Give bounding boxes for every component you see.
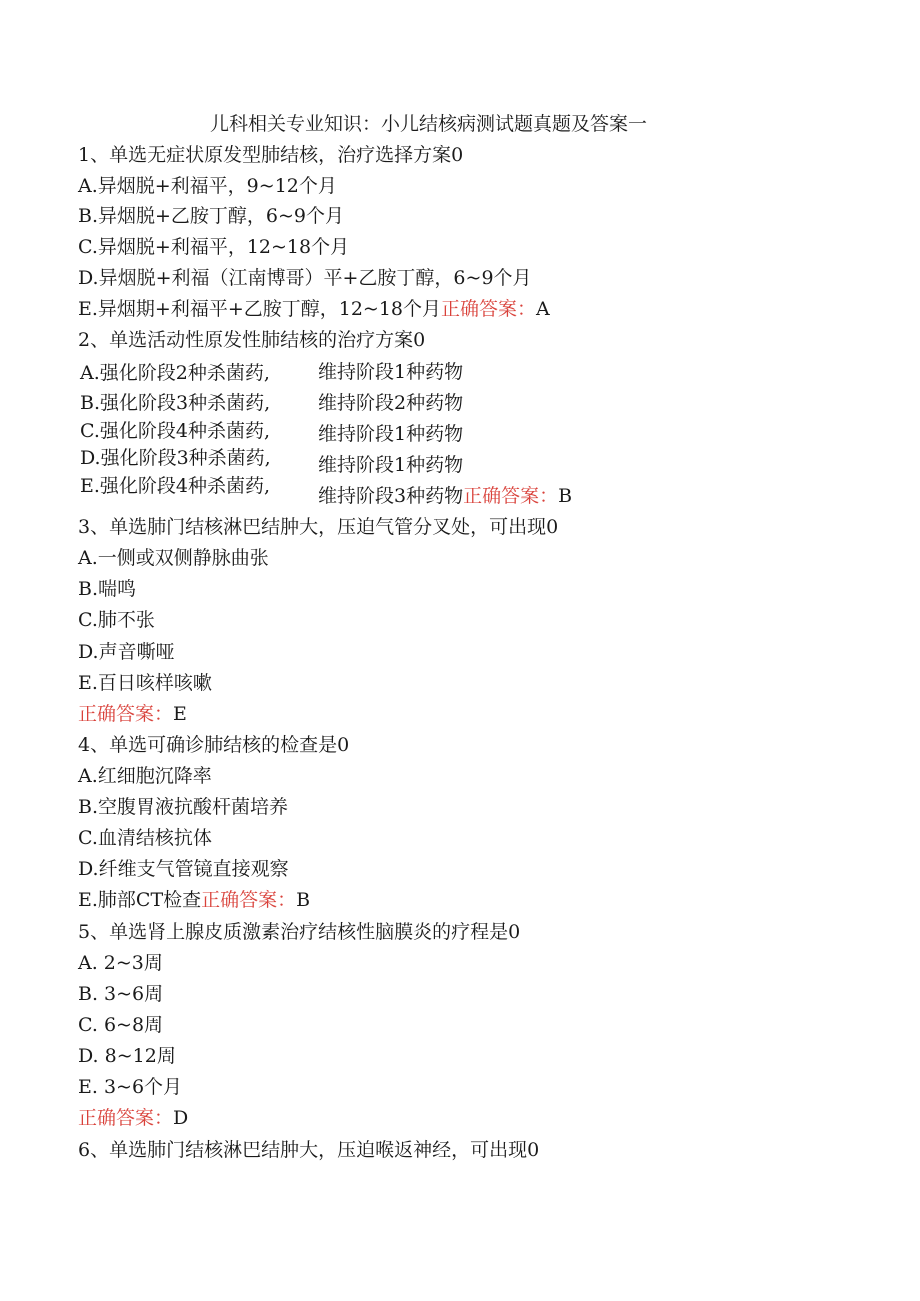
page-title: 儿科相关专业知识：小儿结核病测试题真题及答案一 xyxy=(210,113,648,135)
question-3-option-a: A.一侧或双侧静脉曲张 xyxy=(78,547,269,569)
question-4-option-a: A.红细胞沉降率 xyxy=(78,765,212,787)
question-2-option-c-right: 维持阶段1种药物 xyxy=(318,423,464,445)
answer-value: E xyxy=(173,703,187,725)
question-2-option-b-right: 维持阶段2种药物 xyxy=(318,392,464,414)
question-2-option-d-right: 维持阶段1种药物 xyxy=(318,454,464,476)
question-1-option-c: C.异烟脱+利福平，12~18个月 xyxy=(78,236,350,258)
answer-label: 正确答案： xyxy=(463,485,559,507)
question-5-option-a: A. 2~3周 xyxy=(78,952,163,974)
question-4-stem: 4、单选可确诊肺结核的检查是0 xyxy=(78,734,350,756)
question-1-option-d: D.异烟脱+利福（江南博哥）平+乙胺丁醇，6~9个月 xyxy=(78,267,532,289)
question-5-stem: 5、单选肾上腺皮质激素治疗结核性脑膜炎的疗程是0 xyxy=(78,921,521,943)
answer-label: 正确答案： xyxy=(201,889,297,911)
question-1-option-a: A.异烟脱+利福平，9~12个月 xyxy=(78,175,337,197)
question-4-option-e xyxy=(78,888,310,912)
answer-value: B xyxy=(558,485,573,507)
question-4-option-c: C.血清结核抗体 xyxy=(78,827,212,849)
answer-value: D xyxy=(173,1107,189,1129)
question-3-option-d: D.声音嘶哑 xyxy=(78,641,175,663)
question-5-option-c: C. 6~8周 xyxy=(78,1014,164,1036)
question-6-stem: 6、单选肺门结核淋巴结肿大，压迫喉返神经，可出现0 xyxy=(78,1139,540,1161)
question-3-option-c: C.肺不张 xyxy=(78,609,155,631)
question-2-option-e-left: E.强化阶段4种杀菌药, xyxy=(80,475,271,497)
question-2-option-b-left: B.强化阶段3种杀菌药, xyxy=(80,392,271,414)
answer-label: 正确答案： xyxy=(78,703,174,725)
answer-value: B xyxy=(296,889,311,911)
option-text: 维持阶段3种药物 xyxy=(318,485,464,507)
question-1-option-b: B.异烟脱+乙胺丁醇，6~9个月 xyxy=(78,205,345,227)
question-2-option-c-left: C.强化阶段4种杀菌药, xyxy=(80,420,271,442)
question-2-option-e-right xyxy=(318,484,572,508)
question-5-answer xyxy=(78,1106,188,1130)
option-text: E.肺部CT检查 xyxy=(78,889,202,911)
question-2-option-d-left: D.强化阶段3种杀菌药, xyxy=(80,447,271,469)
question-5-option-e: E. 3~6个月 xyxy=(78,1076,183,1098)
question-3-option-e: E.百日咳样咳嗽 xyxy=(78,672,212,694)
question-1-option-e xyxy=(78,297,550,321)
question-3-option-b: B.喘鸣 xyxy=(78,578,137,600)
question-5-option-b: B. 3~6周 xyxy=(78,983,164,1005)
question-1-stem: 1、单选无症状原发型肺结核，治疗选择方案0 xyxy=(78,144,464,166)
question-3-answer xyxy=(78,702,187,726)
question-2-option-a-left: A.强化阶段2种杀菌药, xyxy=(80,362,270,384)
answer-label: 正确答案： xyxy=(78,1107,174,1129)
answer-value: A xyxy=(536,298,550,320)
answer-label: 正确答案： xyxy=(441,298,537,320)
question-3-stem: 3、单选肺门结核淋巴结肿大，压迫气管分叉处，可出现0 xyxy=(78,516,559,538)
question-2-option-a-right: 维持阶段1种药物 xyxy=(318,361,464,383)
question-4-option-d: D.纤维支气管镜直接观察 xyxy=(78,858,289,880)
question-5-option-d: D. 8~12周 xyxy=(78,1045,176,1067)
question-4-option-b: B.空腹胃液抗酸杆菌培养 xyxy=(78,796,289,818)
option-text: E.异烟期+利福平+乙胺丁醇，12~18个月 xyxy=(78,298,442,320)
question-2-stem: 2、单选活动性原发性肺结核的治疗方案0 xyxy=(78,329,426,351)
